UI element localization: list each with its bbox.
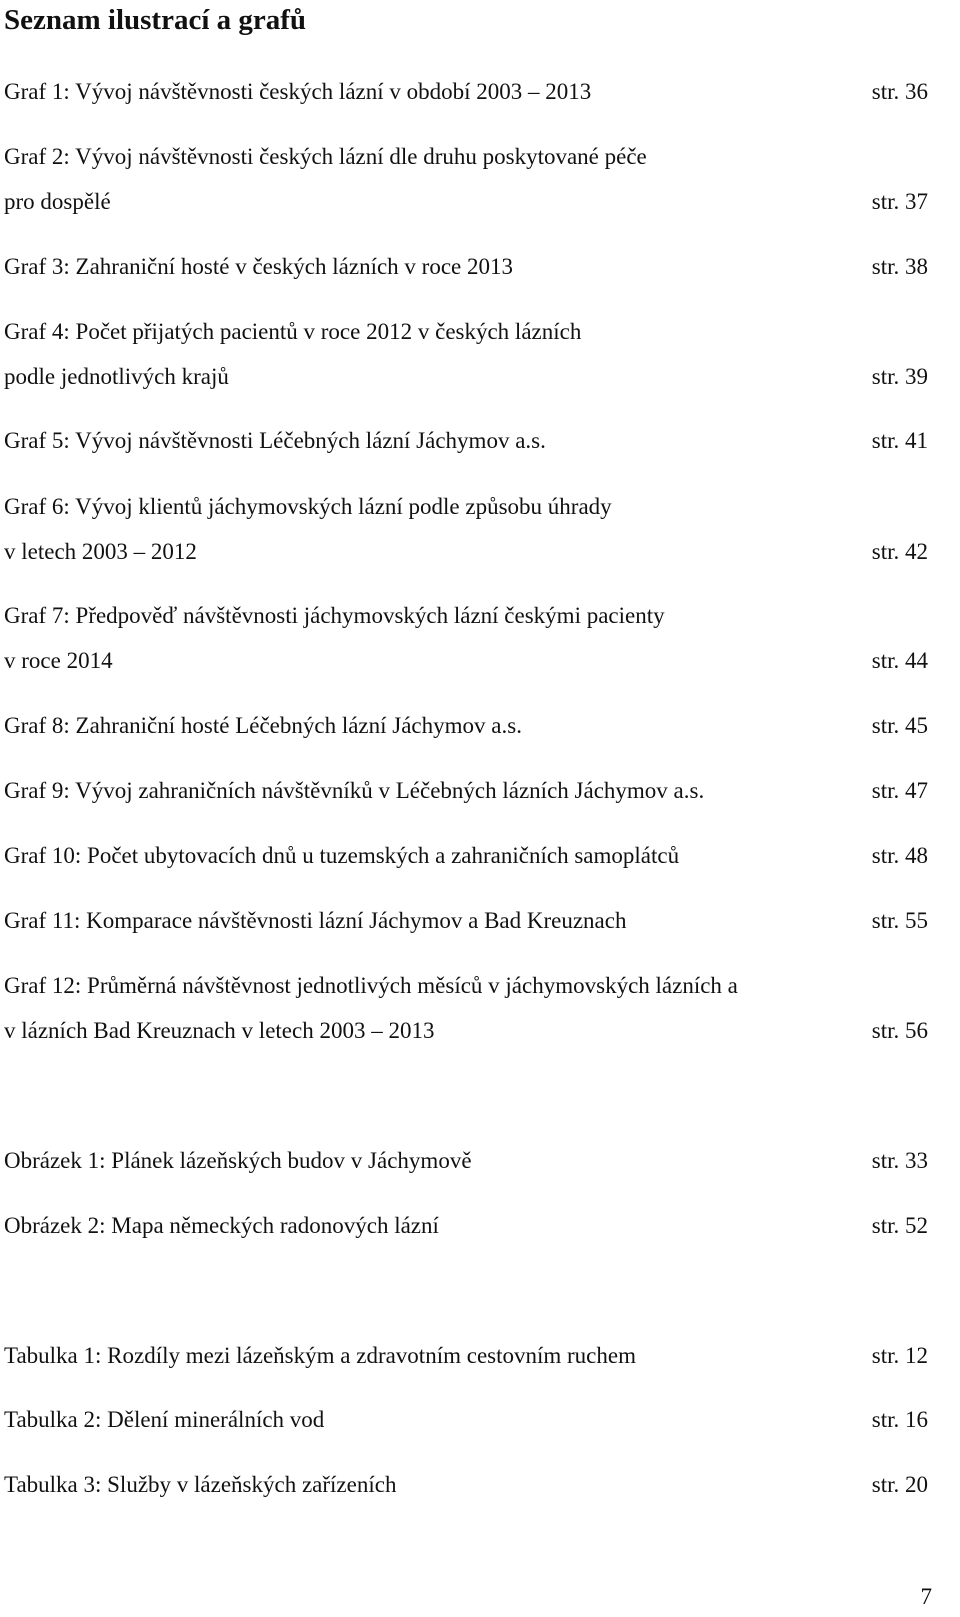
entry-page: str. 45	[871, 713, 928, 738]
entry-page: str. 52	[871, 1213, 928, 1238]
list-item-tabulka-1	[4, 1333, 928, 1378]
entry-label-continued: v roce 2014	[4, 648, 113, 673]
entry-page: str. 20	[871, 1472, 928, 1497]
entry-label: Obrázek 1: Plánek lázeňských budov v Jáchymově	[4, 1148, 472, 1173]
list-item-tabulka-3	[4, 1462, 928, 1507]
list-item-graf-5	[4, 418, 928, 463]
list-item-graf-2	[4, 134, 928, 224]
list-item-graf-12	[4, 963, 928, 1053]
entry-label: Graf 7: Předpověď návštěvnosti jáchymovských lázní českými pacienty	[4, 603, 665, 628]
list-item-graf-4	[4, 309, 928, 399]
list-item-graf-6	[4, 484, 928, 574]
entry-page: str. 55	[871, 908, 928, 933]
page-number: 7	[920, 1584, 932, 1609]
list-item-obrazek-2	[4, 1203, 928, 1248]
entry-label: Tabulka 1: Rozdíly mezi lázeňským a zdravotním cestovním ruchem	[4, 1343, 636, 1368]
entry-label: Graf 8: Zahraniční hosté Léčebných lázní Jáchymov a.s.	[4, 713, 522, 738]
entry-label: Graf 12: Průměrná návštěvnost jednotlivých měsíců v jáchymovských lázních a	[4, 973, 738, 998]
entry-page: str. 41	[871, 428, 928, 453]
entry-label: Graf 4: Počet přijatých pacientů v roce 2012 v českých lázních	[4, 319, 582, 344]
entry-label: Obrázek 2: Mapa německých radonových lázní	[4, 1213, 439, 1238]
page-title: Seznam ilustrací a grafů	[4, 4, 307, 36]
entry-page: str. 39	[871, 364, 928, 389]
entry-page: str. 37	[871, 189, 928, 214]
list-item-graf-10	[4, 833, 928, 878]
entry-label: Tabulka 3: Služby v lázeňských zařízeních	[4, 1472, 397, 1497]
list-item-graf-1	[4, 69, 928, 114]
list-item-obrazek-1	[4, 1138, 928, 1183]
list-item-graf-9	[4, 768, 928, 813]
entry-label-continued: pro dospělé	[4, 189, 111, 214]
list-item-graf-3	[4, 244, 928, 289]
entry-label: Graf 3: Zahraniční hosté v českých lázních v roce 2013	[4, 254, 513, 279]
entry-label: Graf 1: Vývoj návštěvnosti českých lázní v období 2003 – 2013	[4, 79, 592, 104]
entry-label: Graf 10: Počet ubytovacích dnů u tuzemských a zahraničních samoplátců	[4, 843, 680, 868]
list-item-graf-8	[4, 703, 928, 748]
entry-page: str. 42	[871, 539, 928, 564]
entry-page: str. 56	[871, 1018, 928, 1043]
entry-page: str. 48	[871, 843, 928, 868]
entry-label: Graf 9: Vývoj zahraničních návštěvníků v Léčebných lázních Jáchymov a.s.	[4, 778, 705, 803]
entry-label: Graf 2: Vývoj návštěvnosti českých lázní dle druhu poskytované péče	[4, 144, 647, 169]
entry-page: str. 33	[871, 1148, 928, 1173]
entry-page: str. 47	[871, 778, 928, 803]
entry-label: Graf 6: Vývoj klientů jáchymovských lázní podle způsobu úhrady	[4, 494, 612, 519]
entry-page: str. 38	[871, 254, 928, 279]
entry-label-continued: v lázních Bad Kreuznach v letech 2003 – 2013	[4, 1018, 435, 1043]
entry-label-continued: v letech 2003 – 2012	[4, 539, 197, 564]
list-item-graf-7	[4, 593, 928, 683]
entry-label: Graf 5: Vývoj návštěvnosti Léčebných lázní Jáchymov a.s.	[4, 428, 546, 453]
entry-label-continued: podle jednotlivých krajů	[4, 364, 229, 389]
entry-page: str. 36	[871, 79, 928, 104]
list-item-graf-11	[4, 898, 928, 943]
list-item-tabulka-2	[4, 1397, 928, 1442]
entry-label: Tabulka 2: Dělení minerálních vod	[4, 1407, 325, 1432]
entry-label: Graf 11: Komparace návštěvnosti lázní Jáchymov a Bad Kreuznach	[4, 908, 627, 933]
entry-page: str. 12	[871, 1343, 928, 1368]
entry-page: str. 44	[871, 648, 928, 673]
entry-page: str. 16	[871, 1407, 928, 1432]
